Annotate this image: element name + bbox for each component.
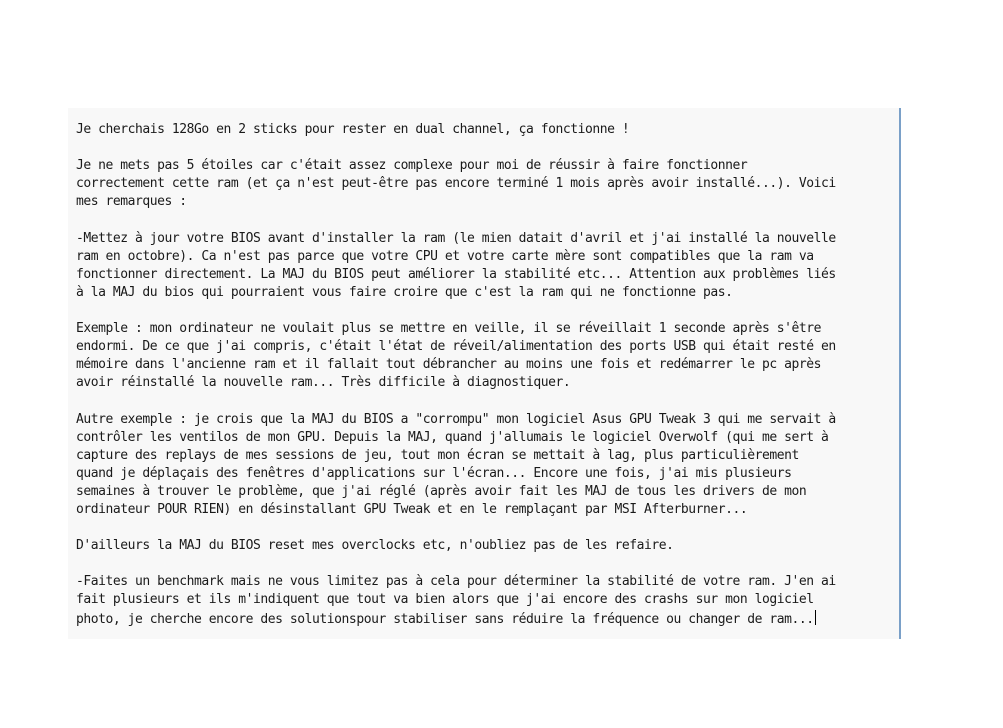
review-paragraph-4: Exemple : mon ordinateur ne voulait plus se mettre en veille, il se réveillait 1 seconde après s'être endormi. De ce que j'ai compris, c'était l'état de réveil/alimentation des ports USB qui était resté en mémoire dans l'ancienne ram et il fallait tout débrancher au moins une fois et redémarrer le pc après avoir réinstallé la nouvelle ram... Très difficile à diagnostiquer. bbox=[76, 321, 836, 391]
review-paragraph-2: Je ne mets pas 5 étoiles car c'était assez complexe pour moi de réussir à faire fonctionner correctement cette ram (et ça n'est peut-être pas encore terminé 1 mois après avoir installé...). Voici mes remarques : bbox=[76, 158, 836, 210]
text-caret bbox=[815, 610, 816, 625]
review-paragraph-1: Je cherchais 128Go en 2 sticks pour rester en dual channel, ça fonctionne ! bbox=[76, 122, 630, 137]
review-paragraph-7-text: -Faites un benchmark mais ne vous limitez pas à cela pour déterminer la stabilité de votre ram. J'en ai fait plusieurs et ils m'indiquent que tout va bien alors que j'ai encore des crashs sur mon logiciel photo, je cherche encore des solutionspour stabiliser sans réduire la fréquence ou changer de ram... bbox=[76, 574, 836, 627]
review-paragraph-3: -Mettez à jour votre BIOS avant d'installer la ram (le mien datait d'avril et j'ai installé la nouvelle ram en octobre). Ca n'est pas parce que votre CPU et votre carte mère sont compatibles que la ram va fonctionner directement. La MAJ du BIOS peut améliorer la stabilité etc... Attention aux problèmes liés à la MAJ du bios qui pourraient vous faire croire que c'est la ram qui ne fonctionne pas. bbox=[76, 230, 836, 300]
review-paragraph-7 bbox=[76, 573, 899, 628]
review-text-area[interactable] bbox=[68, 108, 901, 639]
review-paragraph-5: Autre exemple : je crois que la MAJ du BIOS a "corrompu" mon logiciel Asus GPU Tweak 3 qui me servait à contrôler les ventilos de mon GPU. Depuis la MAJ, quand j'allumais le logiciel Overwolf (qui me sert à capture des replays de mes sessions de jeu, tout mon écran se mettait à lag, plus particulièrement quand je déplaçais des fenêtres d'applications sur l'écran... Encore une fois, j'ai mis plusieurs semaines à trouver le problème, que j'ai réglé (après avoir fait les MAJ de tous les drivers de mon ordinateur POUR RIEN) en désinstallant GPU Tweak et en le remplaçant par MSI Afterburner... bbox=[76, 411, 836, 517]
review-paragraph-6: D'ailleurs la MAJ du BIOS reset mes overclocks etc, n'oubliez pas de les refaire. bbox=[76, 538, 674, 554]
